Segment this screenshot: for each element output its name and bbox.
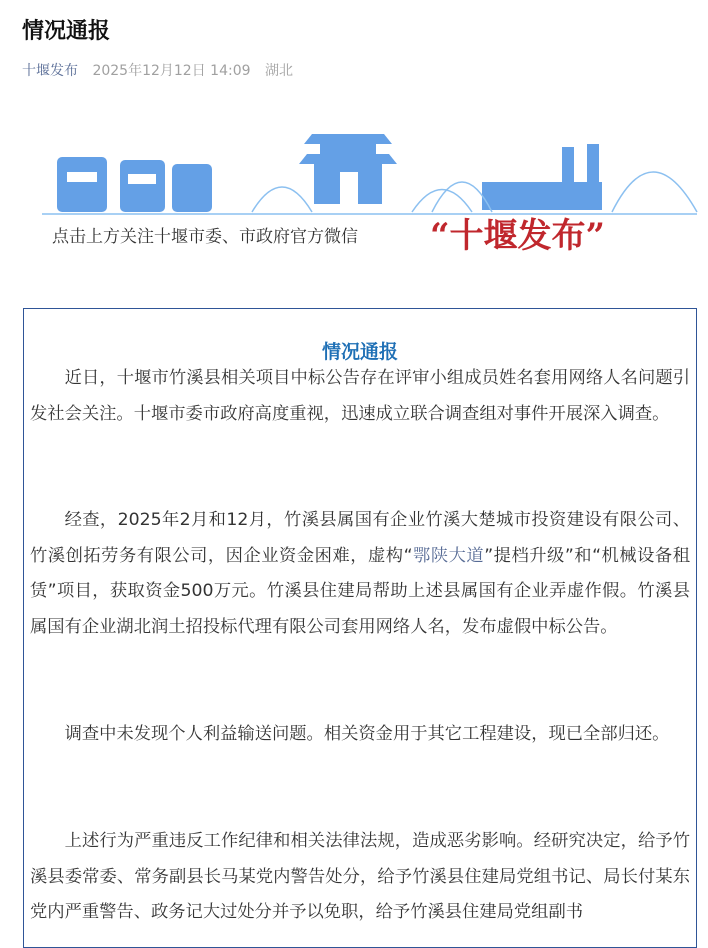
notice-paragraph xyxy=(30,503,690,645)
notice-paragraph: 近日，十堰市竹溪县相关项目中标公告存在评审小组成员姓名套用网络人名问题引发社会关注。十堰市委市政府高度重视，迅速成立联合调查组对事件开展深入调查。 xyxy=(30,368,690,424)
article-meta xyxy=(22,60,293,80)
notice-paragraph: 调查中未发现个人利益输送问题。相关资金用于其它工程建设，现已全部归还。 xyxy=(64,724,670,744)
account-name-link[interactable]: 十堰发布 xyxy=(22,63,78,79)
paragraph-text: 经查，2025年2月和12月，竹溪县属国有企业竹溪大楚城市投资建设有限公司、竹溪创拓劳务有限公司，因企业资金困难，虚构“ xyxy=(30,510,690,566)
search-keyword-link[interactable]: 鄂陕大道 xyxy=(412,545,485,566)
notice-box xyxy=(23,308,697,948)
banner-caption: 点击上方关注十堰市委、市政府官方微信 xyxy=(52,227,358,247)
paragraph-text: ”提档升级”和“机械设备租赁”项目，获取资金500万元。竹溪县住建局帮助上述县属国有企业弄虚作假。竹溪县属国有企业湖北润土招投标代理有限公司套用网络人名，发布虚假中标公告。 xyxy=(30,545,690,637)
publish-time: 2025年12月12日 14:09 xyxy=(92,63,251,79)
publish-location: 湖北 xyxy=(264,63,293,79)
notice-paragraph: 上述行为严重违反工作纪律和相关法律法规，造成恶劣影响。经研究决定，给予竹溪县委常委、常务副县长马某党内警告处分，给予竹溪县住建局党组书记、局长付某东党内严重警告、政务记大过处分并予以免职，给予竹溪县住建局党组副书 xyxy=(30,831,690,922)
notice-title: 情况通报 xyxy=(321,341,398,363)
banner-brand-logo: “十堰发布” xyxy=(430,216,606,256)
article-title: 情况通报 xyxy=(22,19,111,44)
